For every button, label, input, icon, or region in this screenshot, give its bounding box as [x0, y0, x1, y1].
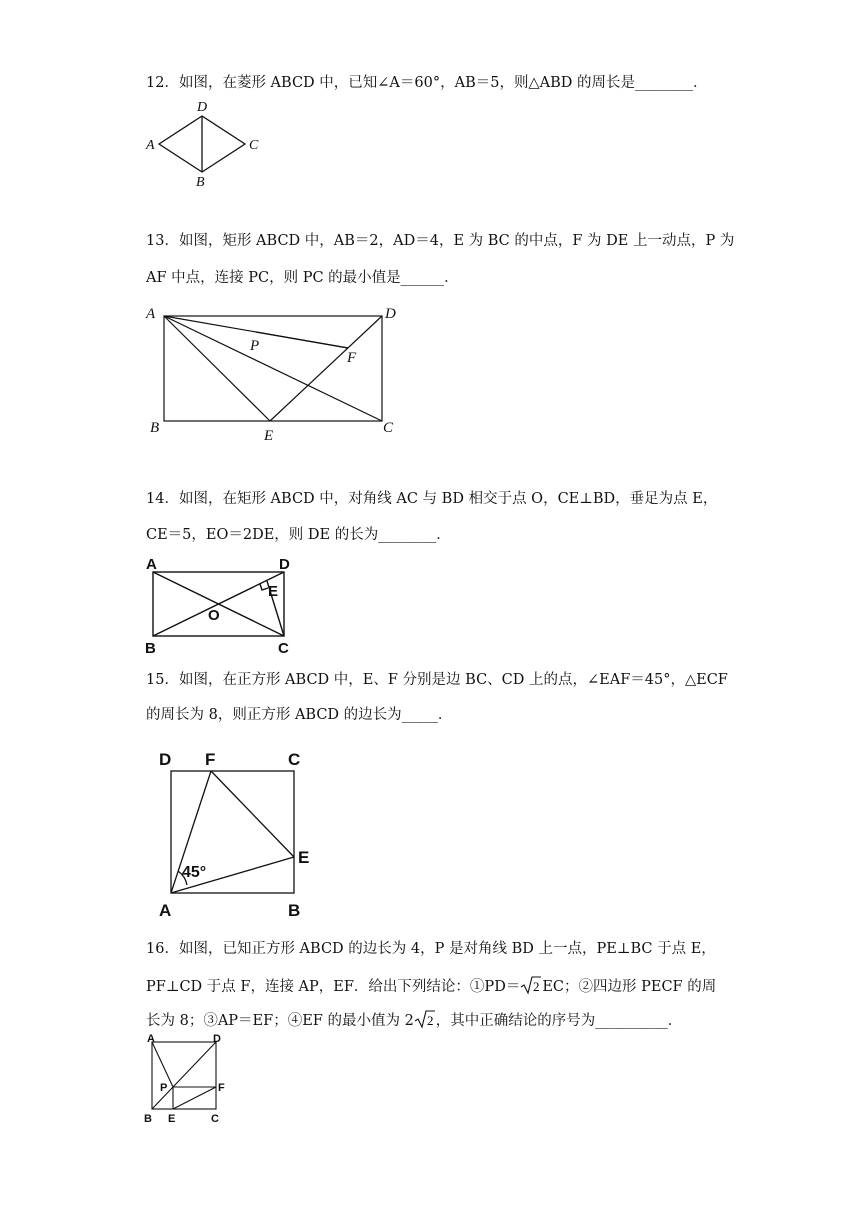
q13-label-B: B: [150, 420, 160, 436]
q16-label-C: C: [211, 1113, 219, 1125]
q16-label-D: D: [213, 1033, 221, 1045]
q13-text-line1: 13．如图，矩形 ABCD 中，AB＝2，AD＝4，E 为 BC 的中点，F 为 DE 上一动点，P 为: [146, 233, 735, 249]
q16-text-line3-part2: ，其中正确结论的序号为__________．: [435, 1013, 683, 1029]
q16-square-figure: [140, 1030, 240, 1130]
q16-label-A: A: [147, 1033, 155, 1045]
q15-label-E: E: [298, 848, 310, 867]
q16-text-line3-part1: 长为 8；③AP＝EF；④EF 的最小值为 2: [146, 1013, 414, 1029]
q16-text-line3: [146, 1009, 682, 1031]
q12-rhombus-figure: [140, 96, 270, 191]
q16-text-line2-part1: PF⊥CD 于点 F，连接 AP，EF．给出下列结论：①PD＝: [146, 979, 521, 995]
q16-label-P: P: [160, 1082, 168, 1094]
q16-text-line2-part2: EC；②四边形 PECF 的周: [542, 979, 717, 995]
q15-label-A: A: [159, 901, 172, 920]
q16-label-F: F: [218, 1082, 225, 1094]
q15-text-line1: 15．如图，在正方形 ABCD 中，E、F 分别是边 BC、CD 上的点，∠EAF＝45°，△ECF: [146, 672, 728, 688]
q13-label-D: D: [385, 306, 396, 322]
q14-text-line2: CE＝5，EO＝2DE，则 DE 的长为________．: [146, 527, 451, 543]
q15-angle-label: 45°: [182, 864, 207, 881]
sqrt-symbol: [520, 975, 542, 995]
q14-label-A: A: [146, 556, 157, 573]
q15-text-line2: 的周长为 8，则正方形 ABCD 的边长为_____．: [146, 707, 453, 723]
svg-text:2: 2: [426, 1013, 434, 1028]
q12-label-B: B: [196, 175, 205, 190]
q14-label-C: C: [278, 640, 289, 656]
q14-label-B: B: [145, 640, 156, 656]
q14-label-D: D: [279, 556, 290, 573]
q15-label-D: D: [159, 750, 172, 769]
q15-label-F: F: [205, 750, 216, 769]
q15-square-figure: [150, 745, 330, 925]
q13-label-P: P: [250, 338, 260, 354]
q12-label-D: D: [197, 100, 208, 115]
q14-label-O: O: [208, 607, 220, 624]
q13-text-line2: AF 中点，连接 PC，则 PC 的最小值是______．: [146, 270, 459, 286]
q16-label-B: B: [144, 1113, 152, 1125]
q14-text-line1: 14．如图，在矩形 ABCD 中，对角线 AC 与 BD 相交于点 O，CE⊥BD，垂足为点 E，: [146, 491, 718, 507]
q16-label-E: E: [168, 1113, 176, 1125]
q16-text-line1: 16．如图，已知正方形 ABCD 的边长为 4，P 是对角线 BD 上一点，PE⊥BC 于点 E，: [146, 941, 716, 957]
q12-label-A: A: [146, 138, 155, 153]
q15-label-B: B: [288, 901, 301, 920]
q13-label-F: F: [347, 350, 357, 366]
q12-label-C: C: [249, 138, 259, 153]
q13-label-A: A: [146, 306, 156, 322]
q14-rectangle-figure: [140, 552, 310, 656]
q12-text: 12．如图，在菱形 ABCD 中，已知∠A＝60°，AB＝5，则△ABD 的周长是________．: [146, 75, 708, 91]
q15-label-C: C: [288, 750, 301, 769]
sqrt-symbol: [414, 1009, 436, 1029]
q13-label-E: E: [264, 428, 274, 444]
q16-text-line2: [146, 975, 716, 997]
q13-label-C: C: [383, 420, 394, 436]
svg-text:2: 2: [533, 979, 540, 994]
q13-rectangle-figure: [140, 300, 410, 450]
q14-label-E: E: [268, 583, 279, 600]
